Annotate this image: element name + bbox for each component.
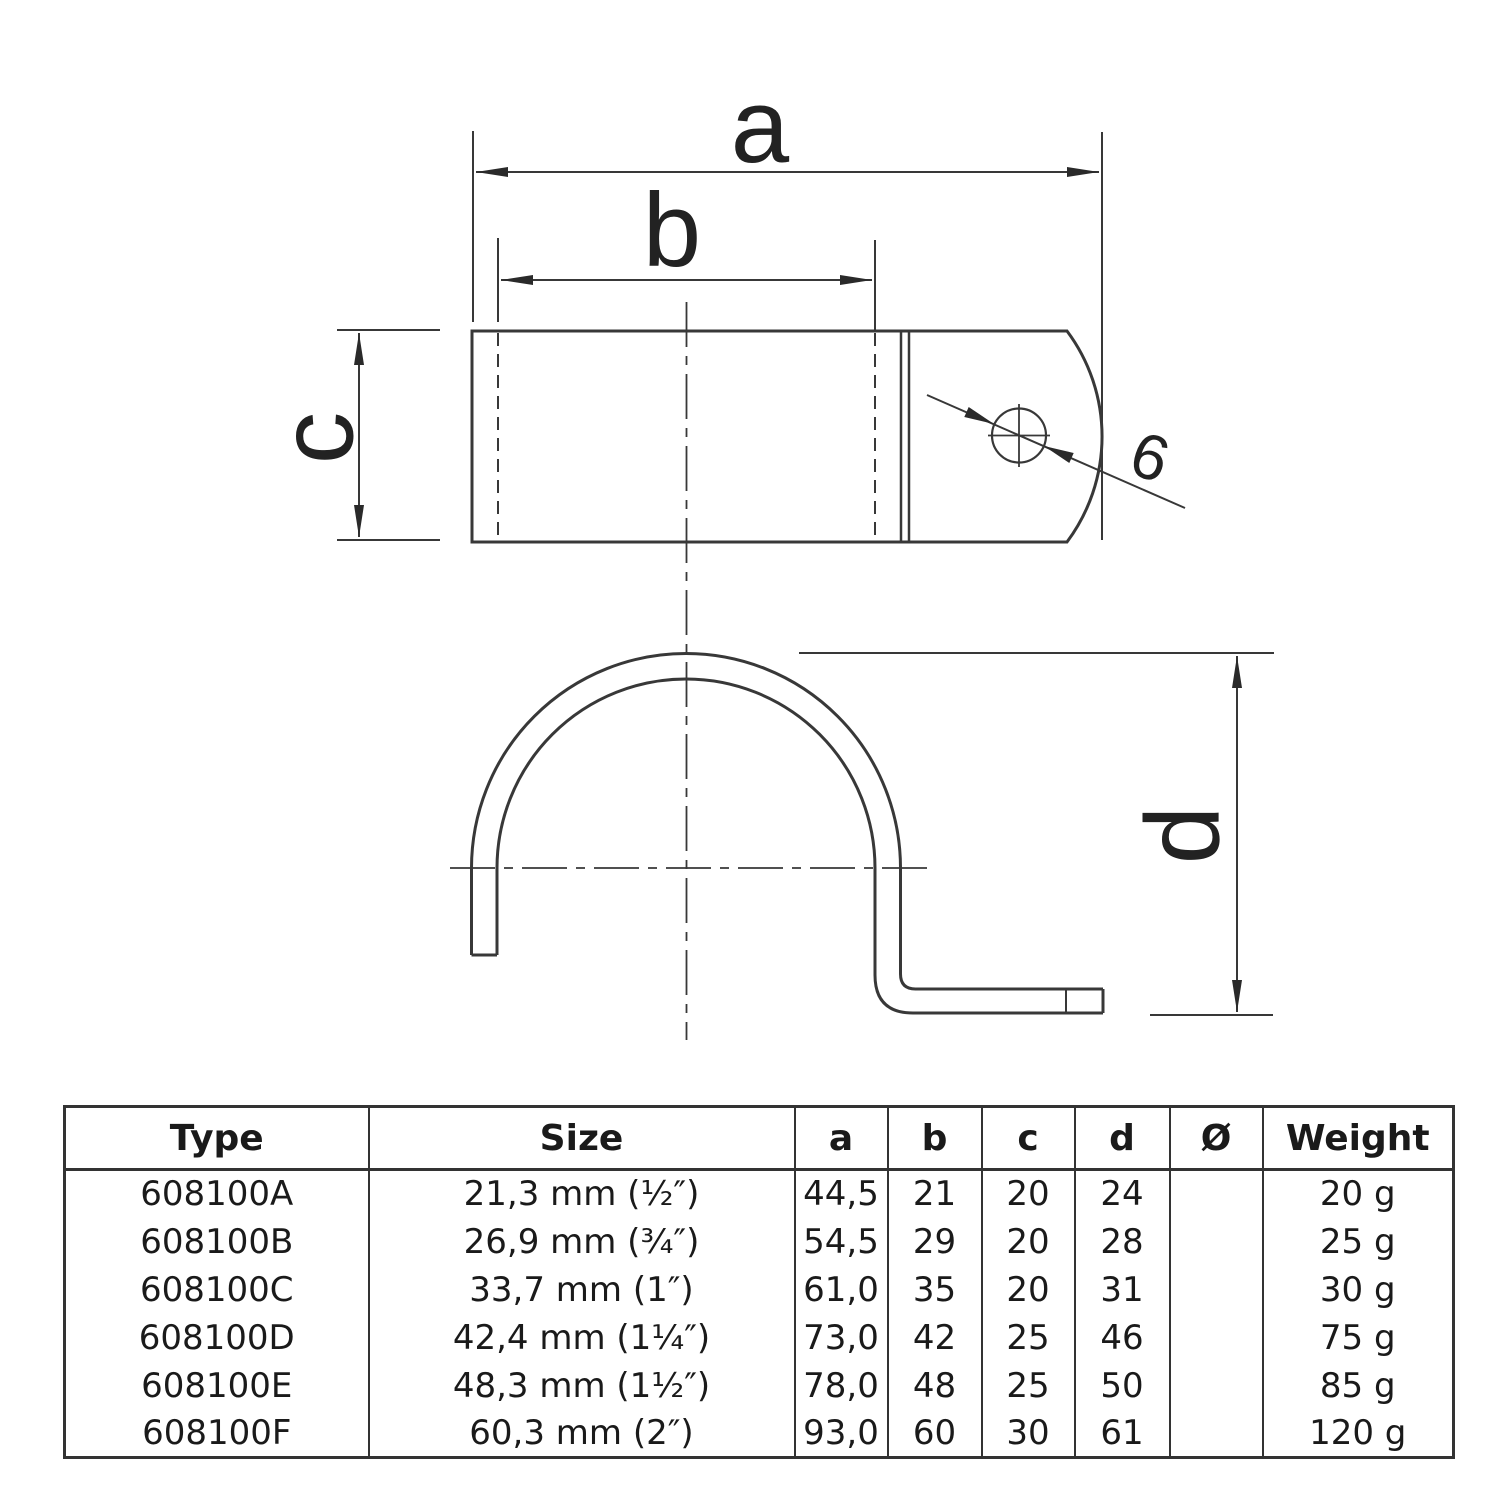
cell-size: 42,4 mm (1¼″) <box>369 1314 795 1362</box>
cell-b: 48 <box>888 1362 982 1410</box>
header-size: Size <box>369 1107 795 1170</box>
table-row <box>65 1266 1454 1314</box>
cell-d: 28 <box>1075 1218 1170 1266</box>
header-c: c <box>982 1107 1075 1170</box>
cell-c: 25 <box>982 1362 1075 1410</box>
top-view-outline <box>472 331 1102 542</box>
hole-leader-arrow-1 <box>964 407 994 424</box>
cell-weight: 25 g <box>1263 1218 1454 1266</box>
right-leg-foot-top <box>901 868 1104 989</box>
table-row <box>65 1410 1454 1458</box>
cell-a: 61,0 <box>795 1266 888 1314</box>
cell-d: 31 <box>1075 1266 1170 1314</box>
hole-diameter-label: 6 <box>1121 417 1179 497</box>
cell-size: 48,3 mm (1½″) <box>369 1362 795 1410</box>
cell-size: 33,7 mm (1″) <box>369 1266 795 1314</box>
cell-d: 46 <box>1075 1314 1170 1362</box>
cell-weight: 20 g <box>1263 1170 1454 1218</box>
cell-b: 42 <box>888 1314 982 1362</box>
cell-a: 44,5 <box>795 1170 888 1218</box>
cell-c: 20 <box>982 1170 1075 1218</box>
cell-type: 608100C <box>139 1269 294 1310</box>
cell-b: 35 <box>888 1266 982 1314</box>
header-weight: Weight <box>1263 1107 1454 1170</box>
cell-a: 93,0 <box>795 1410 888 1458</box>
cell-a: 54,5 <box>795 1218 888 1266</box>
cell-diameter <box>1170 1266 1263 1314</box>
cell-type: 608100F <box>142 1412 292 1453</box>
cell-size: 60,3 mm (2″) <box>369 1410 795 1458</box>
header-d: d <box>1075 1107 1170 1170</box>
cell-c: 25 <box>982 1314 1075 1362</box>
table-row <box>65 1218 1454 1266</box>
cell-size: 21,3 mm (½″) <box>369 1170 795 1218</box>
cell-b: 60 <box>888 1410 982 1458</box>
cell-type: 608100E <box>141 1365 293 1406</box>
right-leg-foot-bottom <box>875 868 1103 1013</box>
cell-d: 61 <box>1075 1410 1170 1458</box>
cell-b: 29 <box>888 1218 982 1266</box>
table-row <box>65 1170 1454 1218</box>
cell-weight: 30 g <box>1263 1266 1454 1314</box>
cell-diameter <box>1170 1362 1263 1410</box>
header-type: Type <box>65 1107 369 1170</box>
cell-type: 608100B <box>140 1221 294 1262</box>
cell-c: 20 <box>982 1266 1075 1314</box>
dim-label-d: d <box>1124 805 1242 865</box>
header-a: a <box>795 1107 888 1170</box>
header-diameter: Ø <box>1170 1107 1263 1170</box>
spec-table <box>63 1105 1455 1459</box>
cell-b: 21 <box>888 1170 982 1218</box>
header-row <box>65 1107 1454 1170</box>
cell-a: 78,0 <box>795 1362 888 1410</box>
table-row <box>65 1362 1454 1410</box>
cell-c: 30 <box>982 1410 1075 1458</box>
cell-diameter <box>1170 1218 1263 1266</box>
cell-diameter <box>1170 1410 1263 1458</box>
cell-weight: 120 g <box>1263 1410 1454 1458</box>
cell-weight: 85 g <box>1263 1362 1454 1410</box>
cell-weight: 75 g <box>1263 1314 1454 1362</box>
cell-c: 20 <box>982 1218 1075 1266</box>
centerlines <box>450 302 930 1040</box>
dim-label-a: a <box>730 68 790 185</box>
top-view <box>472 331 1102 542</box>
table-row <box>65 1314 1454 1362</box>
cell-type: 608100A <box>140 1174 294 1215</box>
side-view <box>472 654 1104 1013</box>
cell-diameter <box>1170 1170 1263 1218</box>
cell-a: 73,0 <box>795 1314 888 1362</box>
dim-label-b: b <box>642 172 702 289</box>
header-b: b <box>888 1107 982 1170</box>
cell-size: 26,9 mm (¾″) <box>369 1218 795 1266</box>
hole-leader-arrow-2 <box>1044 446 1074 463</box>
spec-table-container <box>63 1105 1452 1457</box>
dim-label-c: c <box>258 411 376 465</box>
cell-d: 50 <box>1075 1362 1170 1410</box>
cell-type: 608100D <box>138 1317 295 1358</box>
dimensions <box>337 131 1274 1015</box>
cell-diameter <box>1170 1314 1263 1362</box>
cell-d: 24 <box>1075 1170 1170 1218</box>
